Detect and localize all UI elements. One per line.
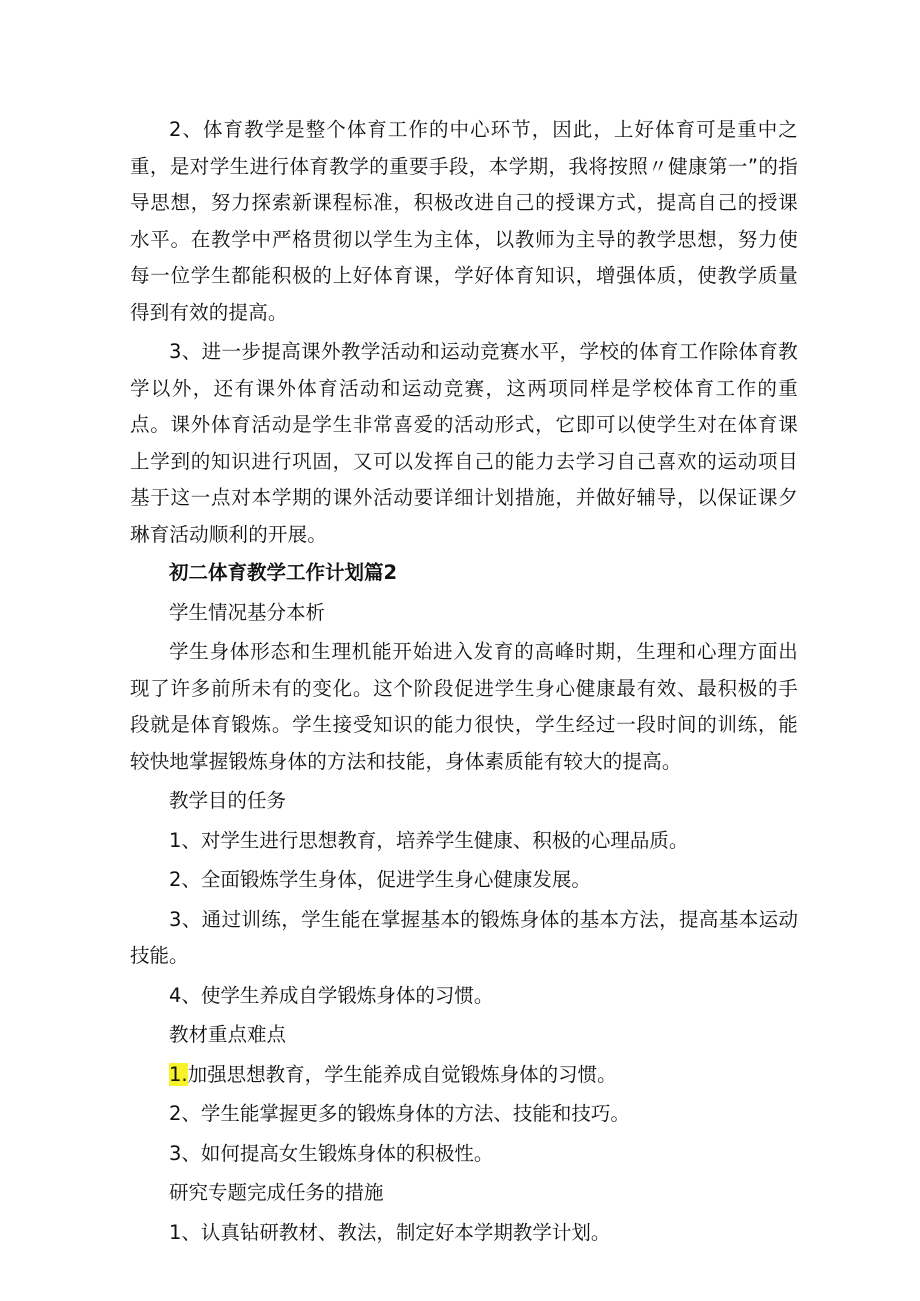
key-point-item: 2、学生能掌握更多的锻炼身体的方法、技能和技巧。	[169, 1102, 630, 1125]
paragraph-extracurricular: 3、进一步提高课外教学活动和运动竞赛水平，学校的体育工作除体育教学以外，还有课外体育活动和运动竞赛，这两项同样是学校体育工作的重点。课外体育活动是学生非常喜爱的活动形式，它即可以使学生对在体育课上学到的知识进行巩固，又可以发挥自己的能力去学习自己喜欢的运动项目基于这一点对本学期的课外活动要详细计划措施，并做好辅导，以保证课夕琳育活动顺利的开展。	[130, 340, 798, 546]
paragraph-teaching-core: 2、体育教学是整个体育工作的中心环节，因此，上好体育可是重中之重，是对学生进行体育教学的重要手段，本学期，我将按照〃健康第一”的指导思想，努力探索新课程标准，积极改进自己的授课方式，提高自己的授课水平。在教学中严格贯彻以学生为主体，以教师为主导的教学思想，努力使每一位学生都能积极的上好体育课，学好体育知识，增强体质，使教学质量得到有效的提高。	[130, 118, 798, 324]
section-title: 初二体育教学工作计划篇2	[169, 561, 398, 584]
student-analysis-text: 学生身体形态和生理机能开始进入发育的高峰时期，生理和心理方面出现了许多前所未有的变化。这个阶段促进学生身心健康最有效、最积极的手段就是体育锻炼。学生接受知识的能力很快，学生经过一段时间的训练，能较快地掌握锻炼身体的方法和技能，身体素质能有较大的提高。	[130, 640, 798, 773]
key-points-heading: 教材重点难点	[169, 1023, 287, 1046]
key-point-text: 加强思想教育，学生能养成自觉锻炼身体的习惯。	[187, 1062, 617, 1086]
goal-item: 1、对学生进行思想教育，培养学生健康、积极的心理品质。	[169, 828, 689, 852]
highlighted-number: 1.	[169, 1062, 188, 1086]
key-point-item	[130, 1057, 798, 1094]
measure-item: 1、认真钻研教材、教法，制定好本学期教学计划。	[169, 1220, 611, 1244]
key-point-item: 3、如何提高女生锻炼身体的积极性。	[169, 1141, 494, 1165]
goals-heading: 教学目的任务	[169, 789, 287, 812]
measures-heading: 研究专题完成任务的措施	[169, 1181, 384, 1204]
goal-item: 3、通过训练，学生能在掌握基本的锻炼身体的基本方法，提高基本运动技能。	[130, 907, 798, 967]
goal-item: 4、使学生养成自学锻炼身体的习惯。	[169, 983, 494, 1007]
document-body	[130, 112, 798, 1251]
goal-item: 2、全面锻炼学生身体，促进学生身心健康发展。	[169, 868, 591, 891]
student-analysis-heading: 学生情况基分本析	[169, 600, 326, 624]
